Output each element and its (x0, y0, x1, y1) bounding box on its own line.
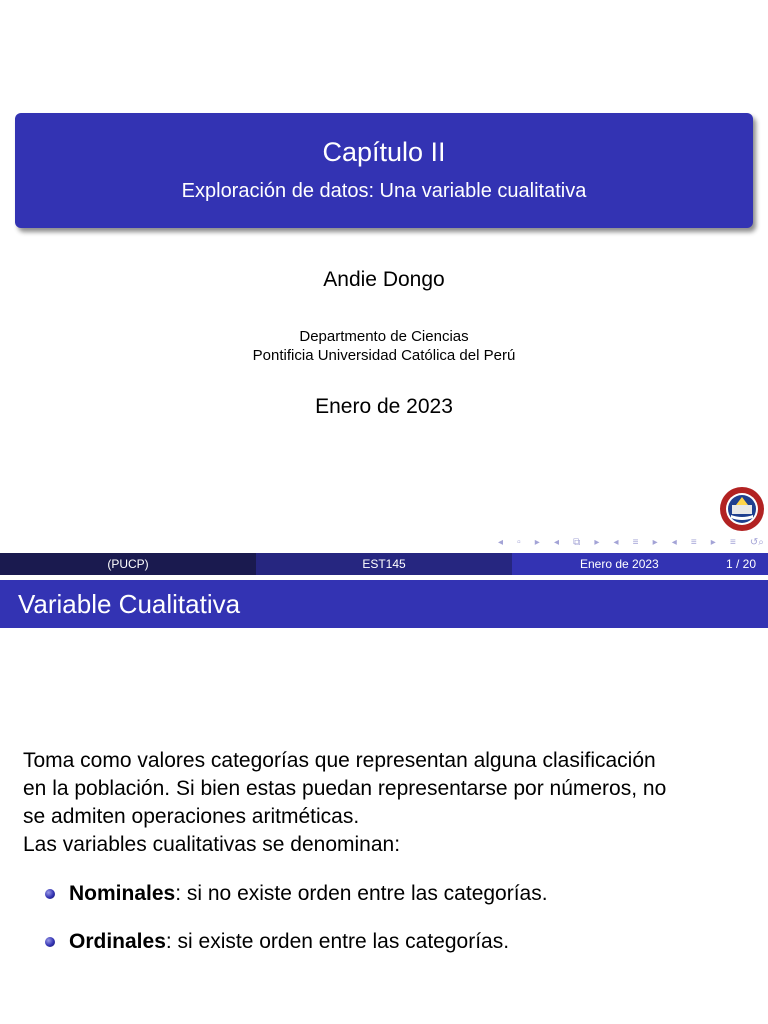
section-icon[interactable]: ≡ (690, 536, 697, 548)
bullet-icon (45, 937, 55, 947)
arrow-left-icon[interactable]: ◂ (613, 536, 619, 548)
presentation-date: Enero de 2023 (315, 395, 453, 418)
presentation-title: Capítulo II (322, 137, 446, 167)
footline-date: Enero de 2023 (580, 557, 659, 571)
arrow-left-icon[interactable]: ◂ (671, 536, 677, 548)
paragraph-line: se admiten operaciones aritméticas. (23, 805, 360, 828)
institute-department: Departmento de Ciencias (299, 328, 469, 345)
frame-title: Variable Cualitativa (0, 580, 768, 628)
footline-right (512, 553, 768, 575)
bullet-text: : si existe orden entre las categorías. (165, 930, 510, 953)
institute-university: Pontificia Universidad Católica del Perú (252, 347, 516, 364)
arrow-left-icon[interactable]: ◂ (553, 536, 559, 548)
footline-page-number: 1 / 20 (725, 557, 756, 571)
subsection-icon[interactable]: ⧉ (573, 536, 581, 548)
arrow-right-icon[interactable]: ▸ (534, 536, 540, 548)
paragraph-line: Las variables cualitativas se denominan: (23, 833, 401, 856)
arrow-right-icon[interactable]: ▸ (652, 536, 658, 548)
presentation-subtitle: Exploración de datos: Una variable cualitativa (181, 180, 587, 202)
definition-paragraph (23, 747, 748, 859)
bullet-term: Ordinales (69, 930, 166, 953)
author-name: Andie Dongo (323, 268, 445, 291)
align-icon[interactable]: ≡ (729, 536, 736, 548)
frame-icon[interactable]: ▫ (517, 536, 521, 548)
paragraph-line: en la población. Si bien estas puedan representarse por números, no (23, 777, 667, 800)
bullet-term: Nominales (69, 882, 176, 905)
zoom-search-icon[interactable]: ↺⌕ (749, 536, 764, 548)
footline-title: EST145 (256, 553, 512, 575)
arrow-right-icon[interactable]: ▸ (710, 536, 716, 548)
footline (0, 553, 768, 575)
arrow-right-icon[interactable]: ▸ (594, 536, 600, 548)
arrow-left-icon[interactable]: ◂ (498, 536, 504, 548)
title-box (15, 113, 753, 228)
university-seal-logo (719, 486, 765, 532)
paragraph-line: Toma como valores categorías que representan alguna clasificación (23, 749, 656, 772)
beamer-navigation-symbols[interactable] (498, 535, 764, 549)
section-icon[interactable]: ≡ (632, 536, 639, 548)
bullet-icon (45, 889, 55, 899)
footline-author: (PUCP) (0, 553, 256, 575)
bullet-text: : si no existe orden entre las categorías. (175, 882, 548, 905)
